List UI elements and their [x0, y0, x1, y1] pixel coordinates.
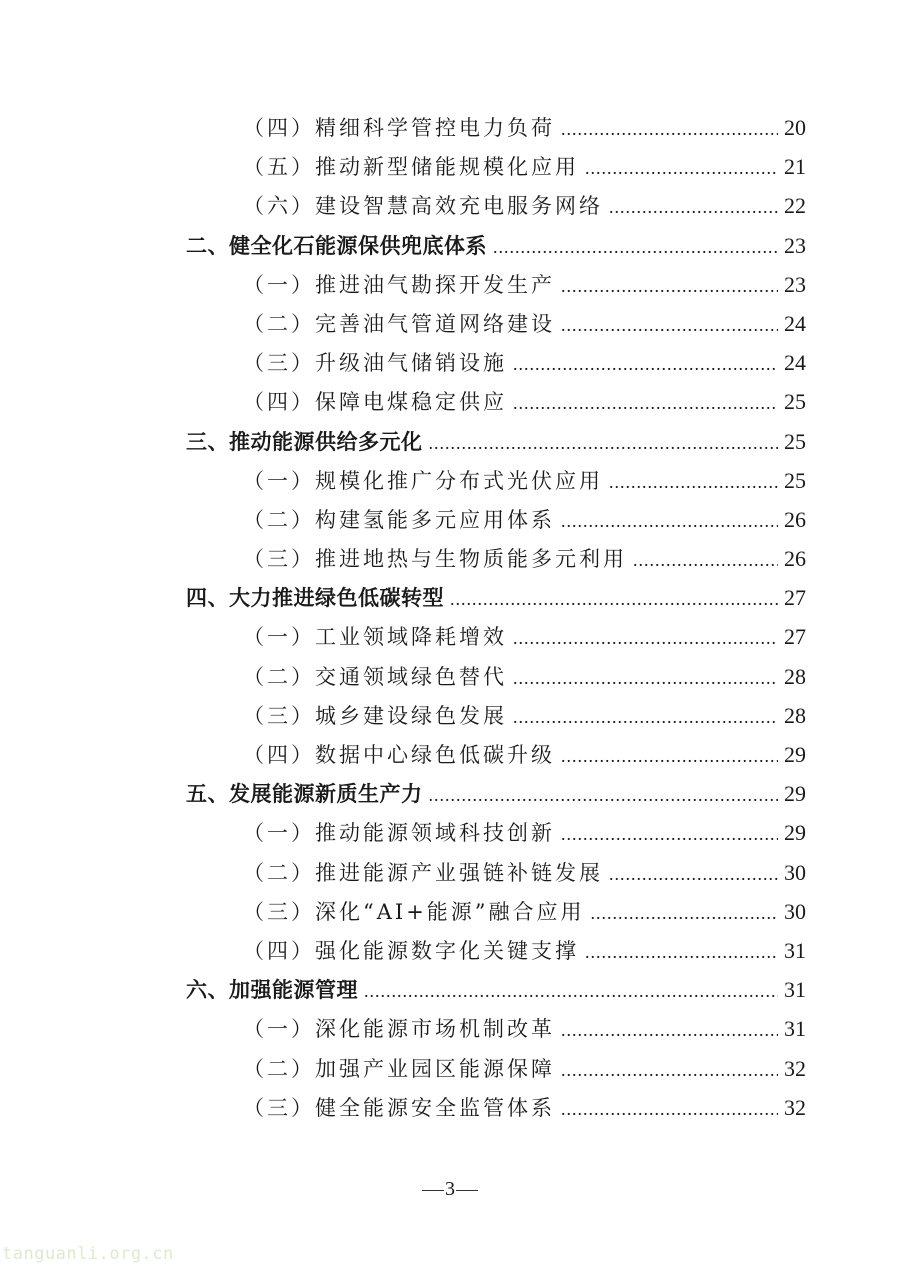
toc-section-heading[interactable]: [186, 426, 806, 465]
watermark: tanguanli.org.cn: [2, 1244, 174, 1264]
dot-leader: [513, 390, 778, 415]
toc-entry-title: 五、发展能源新质生产力: [186, 782, 423, 807]
toc-entry[interactable]: [186, 347, 806, 386]
toc-entry-title: （五）推动新型储能规模化应用: [243, 155, 579, 180]
dot-leader: [561, 1017, 778, 1042]
dot-leader: [591, 900, 778, 925]
toc-entry-title: （四）强化能源数字化关键支撑: [243, 938, 579, 963]
toc-entry-title: （一）规模化推广分布式光伏应用: [243, 468, 603, 493]
toc-section-heading[interactable]: [186, 230, 806, 269]
toc-entry-page: 21: [784, 154, 806, 180]
toc-entry[interactable]: [186, 386, 806, 425]
toc-entry-title: 四、大力推进绿色低碳转型: [186, 586, 444, 611]
dot-leader: [513, 665, 778, 690]
toc-entry-title: （三）城乡建设绿色发展: [243, 703, 507, 728]
toc-entry-page: 28: [784, 663, 806, 689]
dot-leader: [633, 547, 778, 572]
toc-section-heading[interactable]: [186, 778, 806, 817]
toc-entry[interactable]: [186, 621, 806, 660]
toc-entry-page: 31: [784, 937, 806, 963]
dot-leader: [609, 861, 778, 886]
dot-leader: [561, 116, 778, 141]
toc-entry[interactable]: [186, 543, 806, 582]
toc-entry[interactable]: [186, 151, 806, 190]
toc-entry-title: （一）推动能源领域科技创新: [243, 821, 555, 846]
toc-entry-title: （二）推进能源产业强链补链发展: [243, 860, 603, 885]
dot-leader: [561, 1057, 778, 1082]
toc-entry-page: 32: [784, 1055, 806, 1081]
toc-entry-title: 六、加强能源管理: [186, 978, 358, 1003]
toc-section-heading[interactable]: [186, 974, 806, 1013]
dot-leader: [364, 978, 778, 1003]
toc-entry-page: 25: [784, 428, 806, 454]
toc-entry-page: 24: [784, 350, 806, 376]
toc-entry[interactable]: [186, 190, 806, 229]
toc-entry-title: （二）构建氢能多元应用体系: [243, 507, 555, 532]
dot-leader: [513, 704, 778, 729]
toc-entry-page: 26: [784, 506, 806, 532]
footer-dash-left: [422, 1190, 444, 1191]
toc-entry-title: （一）深化能源市场机制改革: [243, 1017, 555, 1042]
dot-leader: [585, 155, 778, 180]
toc-entry-title: （二）完善油气管道网络建设: [243, 311, 555, 336]
toc-entry[interactable]: [186, 1092, 806, 1131]
toc-entry-title: （六）建设智慧高效充电服务网络: [243, 194, 603, 219]
toc-entry-title: 三、推动能源供给多元化: [186, 429, 423, 454]
toc-entry-title: （四）数据中心绿色低碳升级: [243, 743, 555, 767]
toc-entry[interactable]: [186, 857, 806, 896]
toc-entry-title: （三）深化“AI+能源”融合应用: [243, 899, 585, 924]
toc-entry-page: 30: [784, 859, 806, 885]
table-of-contents: [186, 112, 806, 1131]
dot-leader: [429, 782, 779, 807]
toc-entry[interactable]: [186, 661, 806, 700]
toc-entry-page: 29: [784, 742, 806, 767]
dot-leader: [513, 351, 778, 376]
toc-entry-page: 28: [784, 702, 806, 728]
toc-entry[interactable]: [186, 817, 806, 856]
toc-entry-page: 29: [784, 820, 806, 846]
toc-entry-page: 30: [784, 898, 806, 924]
toc-entry-page: 25: [784, 389, 806, 415]
toc-entry[interactable]: [186, 1013, 806, 1052]
toc-entry[interactable]: [186, 1053, 806, 1092]
dot-leader: [561, 508, 778, 533]
dot-leader: [561, 273, 778, 298]
toc-entry-page: 25: [784, 467, 806, 493]
dot-leader: [585, 939, 778, 964]
toc-entry-title: （四）保障电煤稳定供应: [243, 390, 507, 415]
toc-entry-page: 29: [784, 781, 806, 807]
toc-entry-page: 23: [784, 271, 806, 297]
dot-leader: [561, 821, 778, 846]
toc-entry-title: （一）推进油气勘探开发生产: [243, 272, 555, 297]
dot-leader: [561, 312, 778, 337]
toc-entry-title: （三）升级油气储销设施: [243, 351, 507, 376]
toc-entry-page: 20: [784, 115, 806, 140]
toc-entry[interactable]: [186, 700, 806, 739]
dot-leader: [561, 1096, 778, 1121]
toc-entry-page: 27: [784, 585, 806, 611]
toc-entry[interactable]: [186, 308, 806, 347]
toc-entry-page: 31: [784, 1016, 806, 1042]
toc-entry-title: （四）精细科学管控电力负荷: [243, 116, 555, 140]
page-number: 3: [445, 1178, 455, 1200]
toc-entry[interactable]: [186, 504, 806, 543]
toc-entry-page: 32: [784, 1094, 806, 1120]
page-number-footer: [0, 1178, 900, 1201]
toc-entry-title: （一）工业领域降耗增效: [243, 625, 507, 650]
toc-entry[interactable]: [186, 896, 806, 935]
toc-entry-page: 27: [784, 624, 806, 650]
toc-entry-title: （三）推进地热与生物质能多元利用: [243, 547, 627, 572]
toc-entry[interactable]: [186, 935, 806, 974]
toc-entry-page: 23: [784, 232, 806, 258]
toc-entry-page: 31: [784, 977, 806, 1003]
toc-entry-title: （三）健全能源安全监管体系: [243, 1095, 555, 1120]
footer-dash-right: [456, 1190, 478, 1191]
toc-section-heading[interactable]: [186, 582, 806, 621]
toc-entry[interactable]: [186, 269, 806, 308]
dot-leader: [450, 586, 778, 611]
toc-entry-title: 二、健全化石能源保供兜底体系: [186, 233, 487, 258]
dot-leader: [609, 194, 778, 219]
toc-entry-page: 26: [784, 546, 806, 572]
toc-entry-page: 24: [784, 310, 806, 336]
dot-leader: [429, 430, 779, 455]
dot-leader: [513, 625, 778, 650]
toc-entry-title: （二）加强产业园区能源保障: [243, 1056, 555, 1081]
dot-leader: [609, 469, 778, 494]
dot-leader: [561, 743, 778, 768]
toc-entry-page: 22: [784, 193, 806, 219]
dot-leader: [493, 234, 778, 259]
toc-entry[interactable]: [186, 465, 806, 504]
toc-entry[interactable]: [186, 739, 806, 778]
toc-entry[interactable]: [186, 112, 806, 151]
toc-entry-title: （二）交通领域绿色替代: [243, 664, 507, 689]
